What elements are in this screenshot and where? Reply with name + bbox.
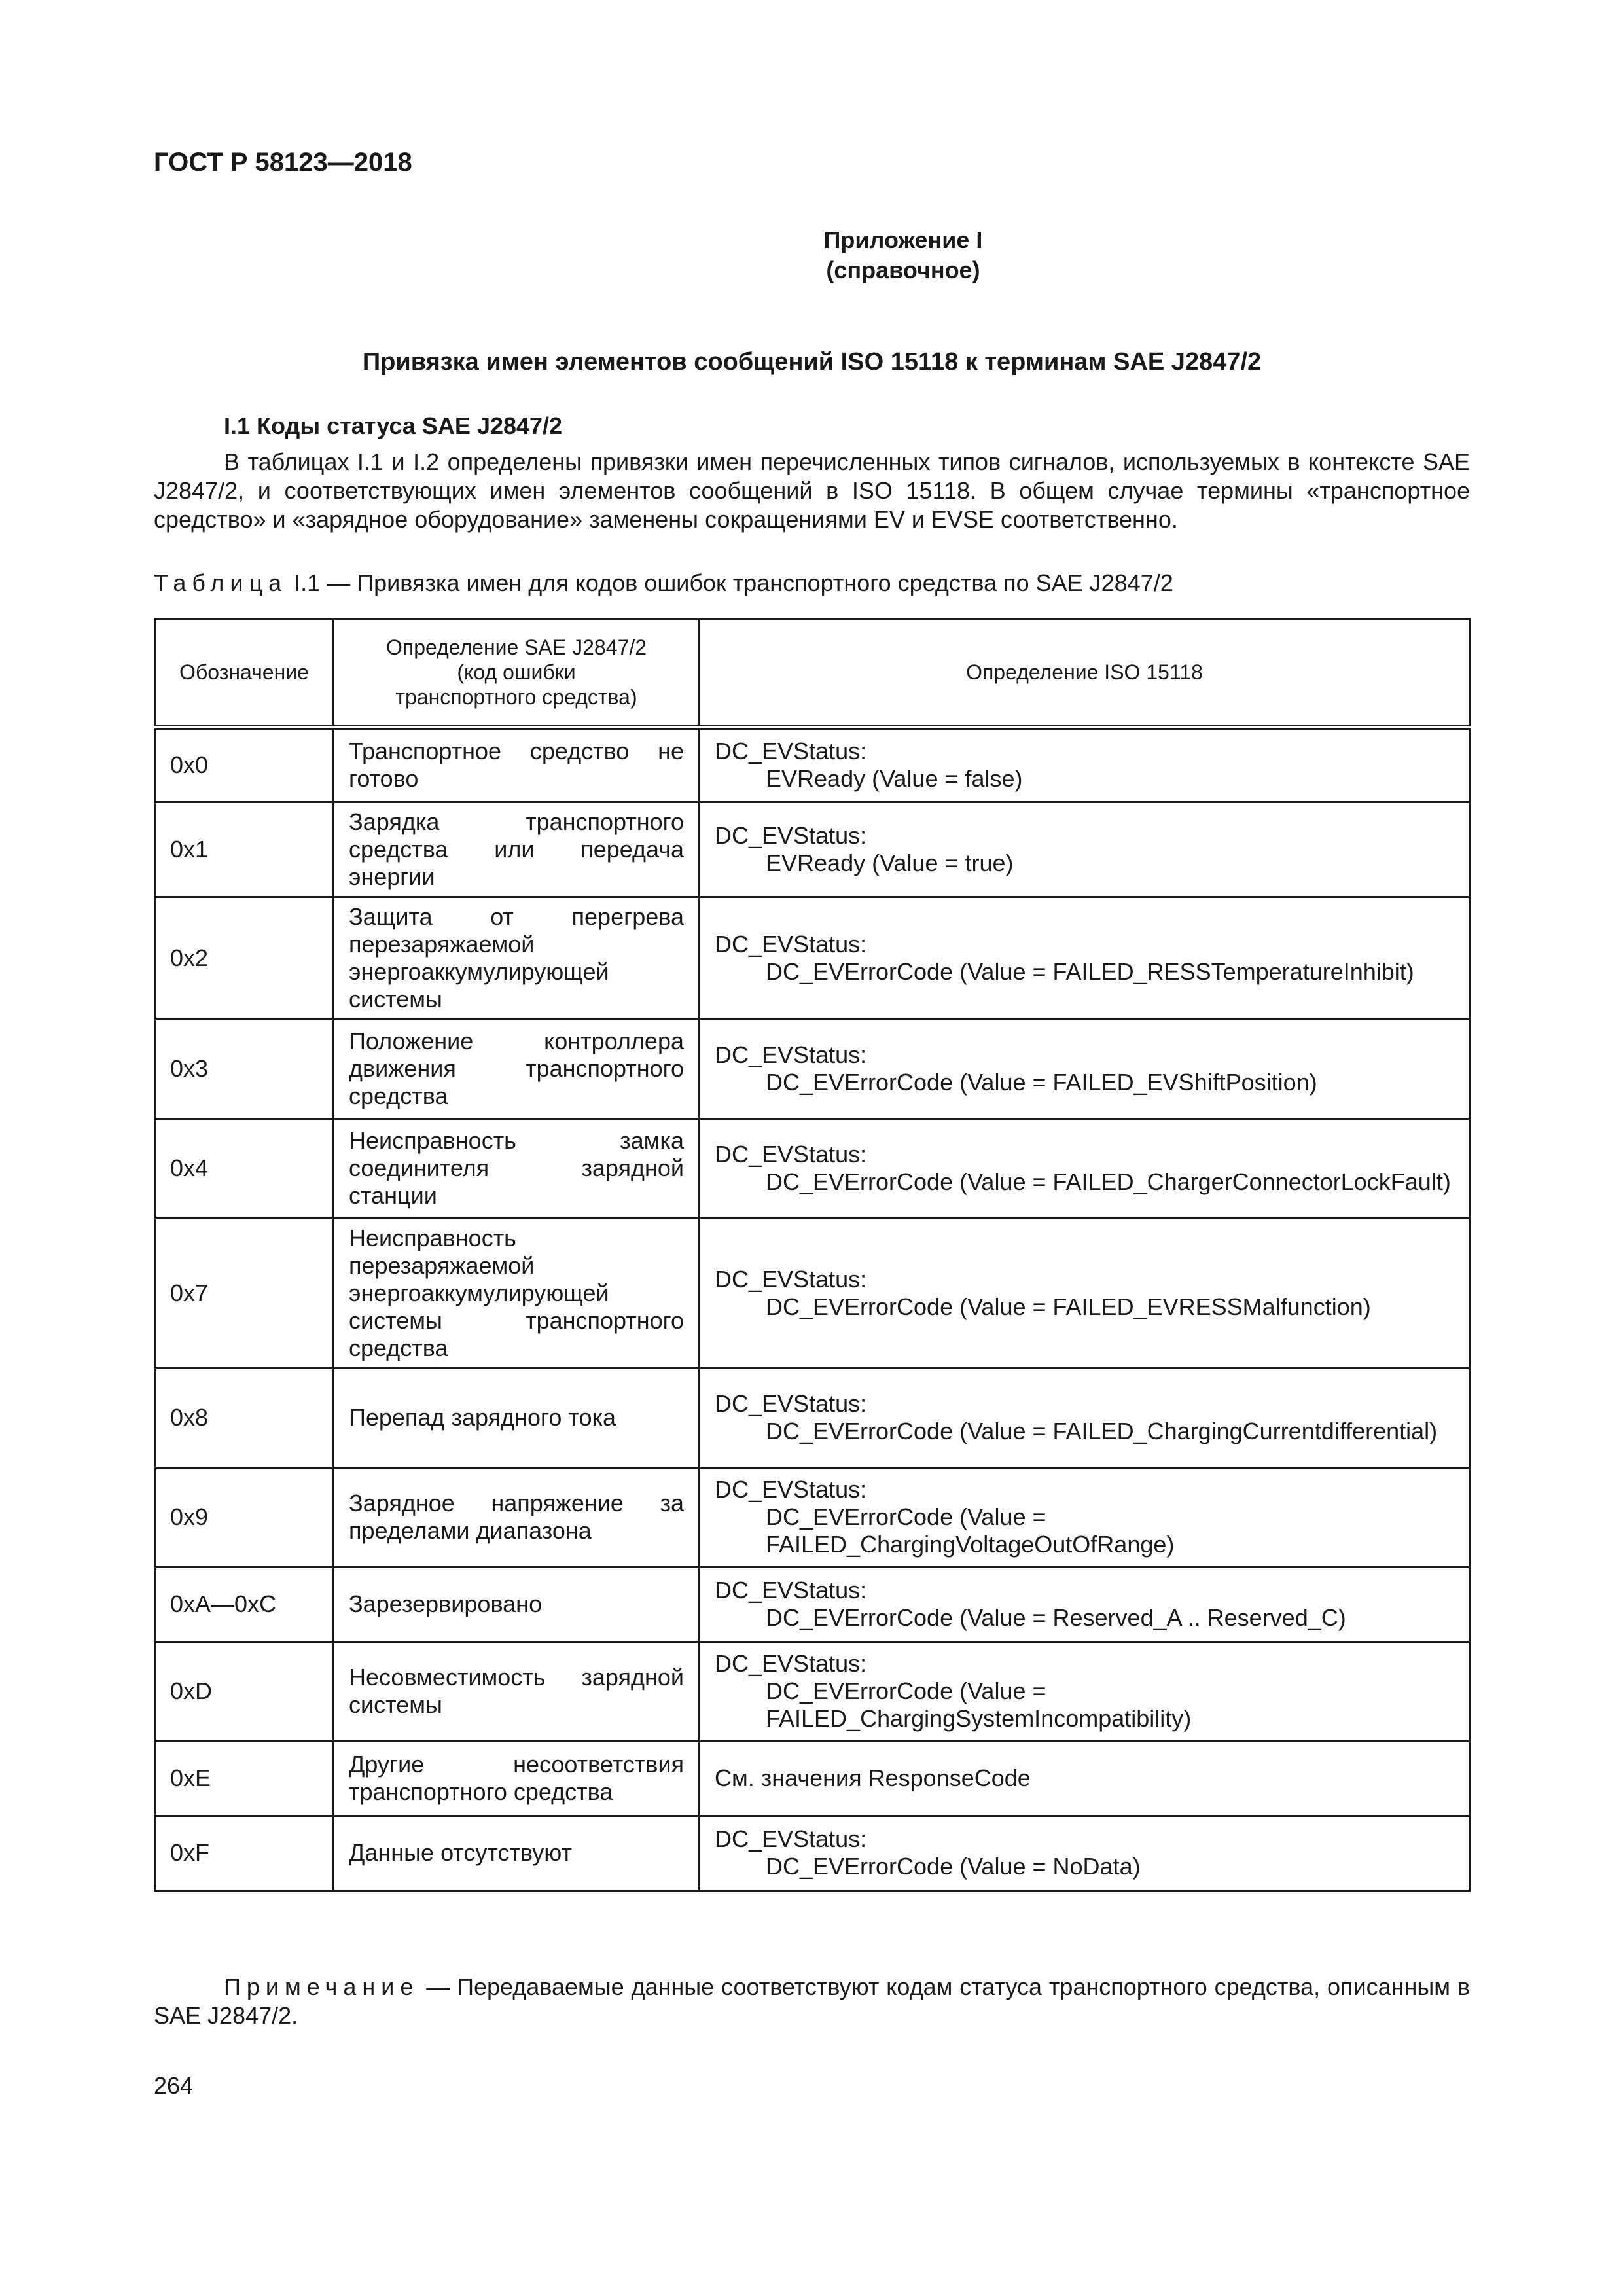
iso-detail: DC_EVErrorCode (Value = NoData): [766, 1853, 1141, 1880]
table-body: [155, 727, 1470, 1890]
cell-iso-definition: [700, 1816, 1470, 1890]
document-header: ГОСТ Р 58123—2018: [154, 148, 412, 177]
table-caption-text: I.1 — Привязка имен для кодов ошибок транспортного средства по SAE J2847/2: [294, 569, 1173, 596]
iso-status: DC_EVStatus:: [715, 1825, 867, 1852]
cell-iso-definition: [700, 1641, 1470, 1741]
cell-sae-definition: Несовместимость зарядной системы: [334, 1641, 700, 1741]
cell-code: 0x3: [155, 1019, 334, 1119]
header-sae-line3: транспортного средства): [395, 685, 637, 709]
table-row: [155, 1816, 1470, 1890]
table-row: [155, 1641, 1470, 1741]
table-row: [155, 1567, 1470, 1641]
cell-iso-definition: [700, 1467, 1470, 1567]
table-row: [155, 1741, 1470, 1816]
cell-code: 0x8: [155, 1368, 334, 1467]
iso-status: DC_EVStatus:: [715, 1476, 867, 1503]
intro-text: В таблицах I.1 и I.2 определены привязки имен перечисленных типов сигналов, используемых в контексте SAE J2847/2, и соответствующих имен элементов сообщений в ISO 15118. В общем случае термины «транспортное средство» и «зарядное оборудование» заменены сокращениями EV и EVSE соответственно.: [154, 448, 1470, 533]
iso-detail: DC_EVErrorCode (Value = FAILED_ChargerConnectorLockFault): [766, 1168, 1451, 1195]
cell-sae-definition: Данные отсутствуют: [334, 1816, 700, 1890]
note-text: — Передаваемые данные соответствуют кодам статуса транспортного средства, описанным в SAE J2847/2.: [154, 1973, 1470, 2029]
page-number: 264: [154, 2072, 194, 2099]
iso-detail: DC_EVErrorCode (Value = Reserved_A .. Reserved_C): [766, 1604, 1346, 1631]
iso-status: DC_EVStatus:: [715, 1141, 867, 1168]
cell-iso-definition: [700, 1218, 1470, 1368]
cell-code: 0x7: [155, 1218, 334, 1368]
iso-detail: DC_EVErrorCode (Value = FAILED_EVRESSMalfunction): [766, 1293, 1371, 1320]
header-code: Обозначение: [155, 619, 334, 728]
iso-status: DC_EVStatus:: [715, 1265, 867, 1293]
table-caption: [154, 569, 1173, 597]
iso-status: DC_EVStatus:: [715, 1041, 867, 1068]
table-header-row: [155, 619, 1470, 728]
iso-status: См. значения ResponseCode: [715, 1765, 1031, 1791]
iso-status: DC_EVStatus:: [715, 738, 867, 765]
cell-sae-definition: Зарядка транспортного средства или передача энергии: [334, 802, 700, 897]
table-row: [155, 897, 1470, 1019]
cell-code: 0xE: [155, 1741, 334, 1816]
cell-iso-definition: [700, 1741, 1470, 1816]
section-heading: I.1 Коды статуса SAE J2847/2: [224, 412, 563, 439]
cell-sae-definition: Зарезервировано: [334, 1567, 700, 1641]
cell-code: 0x2: [155, 897, 334, 1019]
table-caption-prefix: Таблица: [154, 569, 288, 596]
appendix-title: Привязка имен элементов сообщений ISO 15118 к терминам SAE J2847/2: [362, 348, 1262, 376]
cell-code: 0x1: [155, 802, 334, 897]
table-note: [154, 1973, 1470, 2030]
cell-code: 0xA—0xC: [155, 1567, 334, 1641]
note-label: Примечание: [224, 1973, 419, 2000]
cell-code: 0xF: [155, 1816, 334, 1890]
table-row: [155, 1019, 1470, 1119]
table-row: [155, 1119, 1470, 1218]
appendix-label: Приложение I: [823, 226, 983, 253]
cell-code: 0x0: [155, 727, 334, 802]
cell-sae-definition: Другие несоответствия транспортного средства: [334, 1741, 700, 1816]
cell-iso-definition: [700, 1567, 1470, 1641]
iso-detail: EVReady (Value = false): [766, 765, 1023, 793]
header-iso: Определение ISO 15118: [700, 619, 1470, 728]
cell-code: 0xD: [155, 1641, 334, 1741]
cell-iso-definition: [700, 1019, 1470, 1119]
cell-iso-definition: [700, 1119, 1470, 1218]
cell-iso-definition: [700, 802, 1470, 897]
cell-code: 0x9: [155, 1467, 334, 1567]
cell-sae-definition: Неисправность замка соединителя зарядной станции: [334, 1119, 700, 1218]
table-row: [155, 802, 1470, 897]
iso-detail: EVReady (Value = true): [766, 849, 1014, 876]
intro-paragraph: [154, 448, 1470, 534]
cell-code: 0x4: [155, 1119, 334, 1218]
iso-status: DC_EVStatus:: [715, 1577, 867, 1604]
iso-detail: DC_EVErrorCode (Value = FAILED_ChargingSystemIncompatibility): [766, 1677, 1192, 1732]
iso-status: DC_EVStatus:: [715, 821, 867, 849]
appendix-type: (справочное): [826, 257, 980, 283]
iso-detail: DC_EVErrorCode (Value = FAILED_RESSTemperatureInhibit): [766, 958, 1414, 985]
header-sae-line2: (код ошибки: [457, 660, 576, 684]
table-row: [155, 727, 1470, 802]
cell-sae-definition: Защита от перегрева перезаряжаемой энергоаккумулирующей системы: [334, 897, 700, 1019]
mapping-table: [154, 618, 1471, 1892]
table-row: [155, 1368, 1470, 1467]
header-sae-line1: Определение SAE J2847/2: [385, 636, 647, 659]
cell-sae-definition: Положение контроллера движения транспортного средства: [334, 1019, 700, 1119]
cell-iso-definition: [700, 1368, 1470, 1467]
table-row: [155, 1218, 1470, 1368]
table-row: [155, 1467, 1470, 1567]
iso-detail: DC_EVErrorCode (Value = FAILED_ChargingCurrentdifferential): [766, 1418, 1438, 1444]
cell-sae-definition: Зарядное напряжение за пределами диапазона: [334, 1467, 700, 1567]
cell-sae-definition: Транспортное средство не готово: [334, 727, 700, 802]
cell-iso-definition: [700, 897, 1470, 1019]
iso-status: DC_EVStatus:: [715, 1390, 867, 1417]
cell-sae-definition: Перепад зарядного тока: [334, 1368, 700, 1467]
cell-sae-definition: Неисправность перезаряжаемой энергоаккумулирующей системы транспортного средства: [334, 1218, 700, 1368]
iso-status: DC_EVStatus:: [715, 1650, 867, 1677]
iso-detail: DC_EVErrorCode (Value = FAILED_ChargingVoltageOutOfRange): [766, 1503, 1175, 1558]
header-sae: [334, 619, 700, 728]
cell-iso-definition: [700, 727, 1470, 802]
iso-status: DC_EVStatus:: [715, 930, 867, 958]
iso-detail: DC_EVErrorCode (Value = FAILED_EVShiftPosition): [766, 1069, 1317, 1096]
